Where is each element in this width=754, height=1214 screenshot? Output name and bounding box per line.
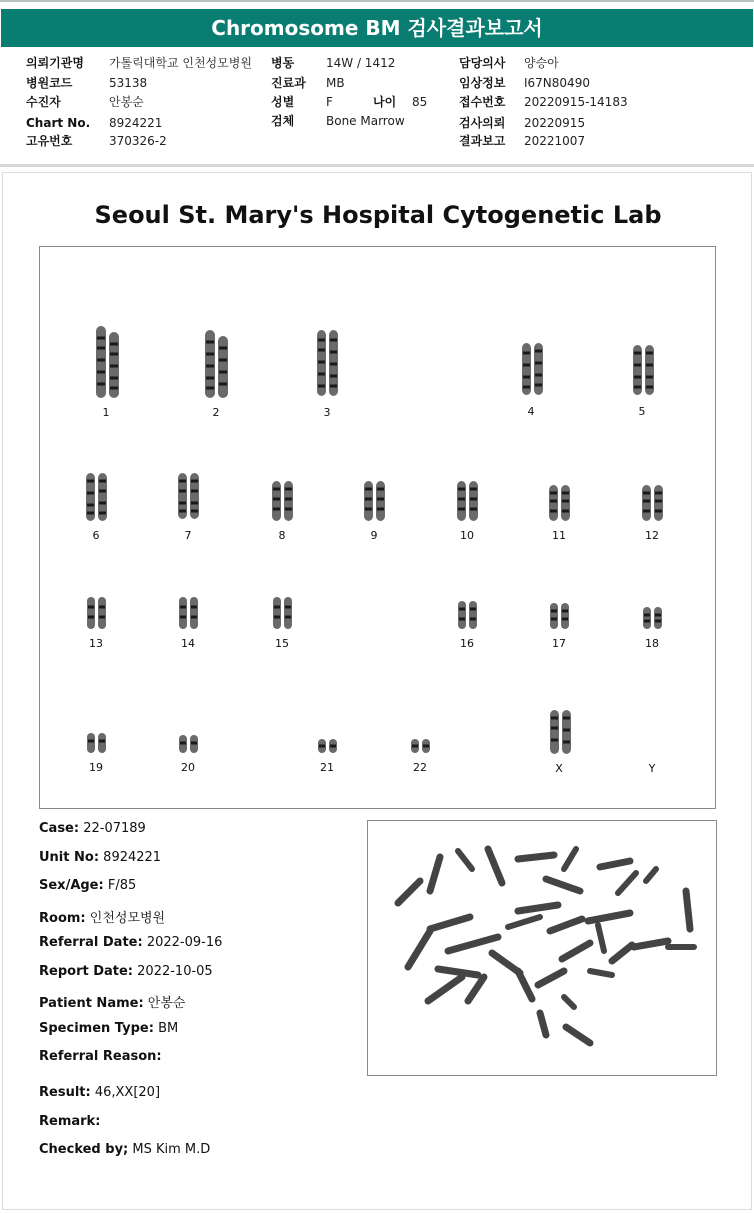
karyotype-report — [2, 172, 752, 1210]
chromosome-pair — [344, 477, 404, 542]
chromosome-pair — [158, 469, 218, 542]
chromosome-pair — [66, 727, 126, 774]
report-date-value: 2022-10-05 — [137, 963, 213, 979]
hospital-value: 가톨릭대학교 인천성모병원 — [109, 56, 252, 70]
sex-label: 성별 — [271, 95, 295, 109]
chromosome-pair — [390, 731, 450, 774]
chromosome-label: 10 — [460, 529, 474, 542]
doctor-value: 양승아 — [524, 56, 559, 70]
id-label: 고유번호 — [26, 134, 73, 148]
chromosome-label: 1 — [102, 406, 110, 419]
section-divider — [0, 164, 754, 167]
result-value: 46,XX[20] — [94, 1085, 161, 1100]
metaphase-spread — [368, 821, 716, 1075]
unit-label: Unit No: — [39, 849, 100, 865]
chromosome-label: 18 — [645, 637, 659, 650]
patient-value: 안봉순 — [109, 95, 144, 109]
top-border — [0, 0, 754, 8]
checked-by-value: MS Kim M.D — [132, 1142, 211, 1157]
dept-value: MB — [326, 76, 345, 90]
clinical-value: I67N80490 — [524, 76, 590, 90]
ward-value: 14W / 1412 — [326, 56, 396, 70]
chromosome-pair — [529, 706, 589, 775]
chromosome-pair — [297, 731, 357, 774]
karyogram — [39, 246, 716, 809]
report-date-label: Report Date: — [39, 963, 134, 979]
lab-title: Seoul St. Mary's Hospital Cytogenetic Lab — [94, 201, 662, 229]
report-label: 결과보고 — [459, 134, 506, 148]
receipt-value: 20220915-14183 — [524, 95, 628, 109]
chromosome-label: 7 — [184, 529, 192, 542]
unit-value: 8924221 — [103, 849, 162, 865]
chromosome-pair — [501, 339, 561, 418]
chromosome-label: 13 — [89, 637, 103, 650]
chromosome-pair — [622, 481, 682, 542]
chromosome-label: 15 — [275, 637, 289, 650]
id-value: 370326-2 — [109, 134, 167, 148]
chromosome-label: 17 — [552, 637, 566, 650]
request-value: 20220915 — [524, 116, 586, 130]
chromosome-pair — [622, 603, 682, 650]
case-value: 22-07189 — [83, 821, 146, 836]
chromosome-label: 2 — [212, 406, 220, 419]
metaphase-image — [367, 820, 717, 1076]
chart-label: Chart No. — [26, 116, 91, 130]
chromosome-label: 4 — [527, 405, 535, 418]
result-label: Result: — [39, 1085, 91, 1100]
chromosome-pair — [66, 469, 126, 542]
sexage-value: F/85 — [107, 878, 137, 893]
remark-label: Remark: — [39, 1113, 101, 1129]
chromosome-pair — [186, 326, 246, 419]
chromosome-pair — [437, 597, 497, 650]
code-value: 53138 — [109, 76, 148, 90]
referral-reason-label: Referral Reason: — [39, 1049, 162, 1064]
chromosome-label: 5 — [638, 405, 646, 418]
receipt-label: 접수번호 — [459, 95, 506, 109]
chromosome-label: Y — [648, 762, 656, 775]
age-label: 나이 — [373, 95, 397, 109]
chromosome-label: 8 — [278, 529, 286, 542]
ward-label: 병동 — [271, 56, 295, 70]
specimen-label: 검체 — [271, 114, 295, 128]
chromosome-label: 3 — [323, 406, 331, 419]
doctor-label: 담당의사 — [459, 56, 506, 70]
sexage-label: Sex/Age: — [39, 878, 104, 893]
chromosome-label: 9 — [370, 529, 378, 542]
chromosome-label: 22 — [413, 761, 427, 774]
referral-date-label: Referral Date: — [39, 935, 143, 950]
room-value: 인천성모병원 — [89, 910, 166, 926]
code-label: 병원코드 — [26, 76, 73, 90]
chromosome-pair — [158, 727, 218, 774]
specimen-type-value: BM — [158, 1020, 179, 1036]
chromosome-label: X — [555, 762, 563, 775]
patient-info-table — [0, 48, 754, 166]
dept-label: 진료과 — [271, 76, 306, 90]
case-details — [39, 821, 359, 1171]
chromosome-pair — [529, 599, 589, 650]
chromosome-pair — [437, 477, 497, 542]
chromosome-label: 19 — [89, 761, 103, 774]
chromosome-label: 21 — [320, 761, 334, 774]
report-value: 20221007 — [524, 134, 586, 148]
specimen-type-label: Specimen Type: — [39, 1020, 154, 1036]
patient-name-label: Patient Name: — [39, 996, 144, 1011]
chromosome-label: 12 — [645, 529, 659, 542]
chromosome-pair — [76, 322, 136, 419]
clinical-label: 임상정보 — [459, 76, 506, 90]
chromosome-pair — [158, 593, 218, 650]
chart-value: 8924221 — [109, 116, 163, 130]
case-label: Case: — [39, 821, 80, 836]
patient-label: 수진자 — [26, 95, 61, 109]
referral-date-value: 2022-09-16 — [146, 935, 223, 950]
sex-value: F — [326, 95, 333, 109]
checked-by-label: Checked by; — [39, 1142, 129, 1157]
patient-name-value: 안봉순 — [147, 996, 186, 1011]
chromosome-label: 16 — [460, 637, 474, 650]
room-label: Room: — [39, 910, 86, 926]
chromosome-label: 6 — [92, 529, 100, 542]
chromosome-slot — [622, 742, 682, 775]
chromosome-label: 20 — [181, 761, 195, 774]
chromosome-pair — [529, 481, 589, 542]
chromosome-pair — [252, 477, 312, 542]
specimen-value: Bone Marrow — [326, 114, 405, 128]
chromosome-label: 11 — [552, 529, 566, 542]
chromosome-pair — [612, 341, 672, 418]
report-title: Chromosome BM 검사결과보고서 — [1, 9, 753, 47]
chromosome-label: 14 — [181, 637, 195, 650]
age-value: 85 — [412, 95, 428, 109]
hospital-label: 의뢰기관명 — [26, 56, 84, 70]
request-label: 검사의뢰 — [459, 116, 506, 130]
chromosome-pair — [66, 593, 126, 650]
chromosome-pair — [252, 593, 312, 650]
chromosome-pair — [297, 326, 357, 419]
